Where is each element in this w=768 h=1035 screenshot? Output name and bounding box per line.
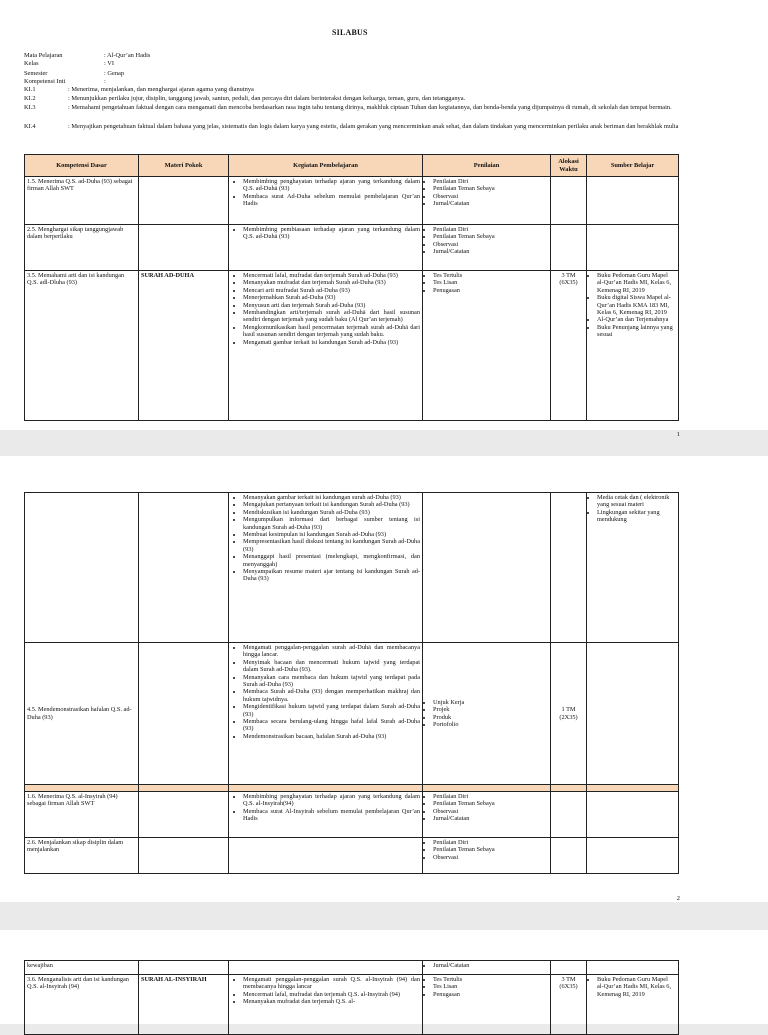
list-item: • Jurnal/Catatan bbox=[433, 200, 548, 207]
kegiatan-cell bbox=[229, 271, 423, 421]
kegiatan-cell bbox=[229, 177, 423, 225]
materi-cell: SURAH AD-DUHA bbox=[139, 271, 229, 421]
sumber-cell bbox=[587, 961, 679, 975]
header-value-semester: : Genap bbox=[104, 70, 125, 77]
penilaian-cell bbox=[423, 225, 551, 271]
table-row bbox=[25, 493, 679, 643]
list-item: • Mengkomunikasikan hasil pencermatan terjemah surah ad-Duhā dari hasil susunan sendiri dengan terjemah yang sudah baku. bbox=[243, 324, 420, 339]
kd-cell: 3.6. Menganalisis arti dan isi kandungan Q.S. al-Insyirah (94) bbox=[25, 975, 139, 1035]
materi-cell bbox=[139, 643, 229, 785]
header-kompetensi-dasar: Kompetensi Dasar bbox=[25, 155, 139, 177]
list-item: • Observasi bbox=[433, 808, 548, 815]
kegiatan-cell bbox=[229, 493, 423, 643]
sumber-cell bbox=[587, 838, 679, 874]
materi-cell bbox=[139, 493, 229, 643]
list-item: • Membaca surat Ad-Duha sebelum memulai pembelajaran Qur’an Hadis bbox=[243, 193, 420, 208]
alokasi-cell bbox=[551, 177, 587, 225]
kd-cell: 1.5. Menerima Q.S. ad-Duha (93) sebagai firman Allah SWT bbox=[25, 177, 139, 225]
list-item: • Menanyakan mufradat dan terjemah Q.S. al- bbox=[243, 998, 420, 1005]
alokasi-cell: 3 TM (6X35) bbox=[551, 271, 587, 421]
list-item: • Membimbing penghayatan terhadap ajaran yang terkandung dalam Q.S. ad-Duhā (93) bbox=[243, 178, 420, 193]
list-item: • Menyusun arti dan terjemah Surah ad-Duha (93) bbox=[243, 302, 420, 309]
kegiatan-cell bbox=[229, 975, 423, 1035]
kd-cell: 4.5. Mendemonstrasikan hafalan Q.S. ad-Duha (93) bbox=[25, 643, 139, 785]
document-page-3 bbox=[0, 930, 768, 1024]
alokasi-cell bbox=[551, 792, 587, 838]
document-page-2 bbox=[0, 456, 768, 902]
alokasi-cell: 3 TM (6X35) bbox=[551, 975, 587, 1035]
kegiatan-cell bbox=[229, 961, 423, 975]
table-separator-row bbox=[25, 785, 679, 792]
list-item: • Membaca surat Al-Insyirah sebelum memulai pembelajaran Qur’an Hadis bbox=[243, 808, 420, 823]
page-number: 1 bbox=[676, 431, 680, 438]
table-row bbox=[25, 975, 679, 1035]
list-item: • Jurnal/Catatan bbox=[433, 815, 548, 822]
materi-cell bbox=[139, 225, 229, 271]
table-row bbox=[25, 225, 679, 271]
document-title: SILABUS bbox=[332, 28, 368, 37]
kegiatan-cell bbox=[229, 792, 423, 838]
header-value-ki: : bbox=[104, 78, 106, 85]
materi-cell bbox=[139, 961, 229, 975]
header-alokasi-waktu: Alokasi Waktu bbox=[551, 155, 587, 177]
list-item: • Menanyakan cara membaca dan hukum tajwid yang terdapat pada Surah ad-Duha (93) bbox=[243, 674, 420, 689]
list-item: • Mengajukan pertanyaan terkait isi kandungan Surah ad-Duha (93) bbox=[243, 501, 420, 508]
list-item: • Penilaian Teman Sebaya bbox=[433, 800, 548, 807]
ki-code: KI.1 bbox=[24, 86, 36, 93]
silabus-table-page-3 bbox=[24, 960, 679, 1035]
ki-text: : Menyajikan pengetahuan faktual dalam bahasa yang jelas, sistematis dan logis dalam karya yang estetis, dalam gerakan yang mencerminkan anak sehat, dan dalam tindakan yang mencerminkan perilaku anak beriman dan berakhlak mulia bbox=[68, 123, 679, 130]
kegiatan-cell bbox=[229, 225, 423, 271]
list-item: • Portofolio bbox=[433, 721, 548, 728]
list-item: • Mendiskusikan isi kandungan Surah ad-Duha (93) bbox=[243, 509, 420, 516]
sumber-cell bbox=[587, 493, 679, 643]
alokasi-cell bbox=[551, 493, 587, 643]
sumber-cell bbox=[587, 271, 679, 421]
list-item: • Observasi bbox=[433, 854, 548, 861]
header-label-ki: Kompetensi Inti bbox=[24, 78, 66, 85]
sumber-cell bbox=[587, 792, 679, 838]
header-value-kelas: : VI bbox=[104, 60, 115, 67]
list-item: • Buku digital Siswa Mapel al-Qur’an Hadis KMA 183 MI, Kelas 6, Kemenag RI, 2019 bbox=[597, 294, 676, 316]
sumber-cell bbox=[587, 177, 679, 225]
list-item: • Penilaian Teman Sebaya bbox=[433, 846, 548, 853]
list-item: • Membuat kesimpulan isi kandungan Surah ad-Duha (93) bbox=[243, 531, 420, 538]
kd-cell: 3.5. Memahami arti dan isi kandungan Q.S. adl-Dluha (93) bbox=[25, 271, 139, 421]
list-item: • Media cetak dan ( elektronik yang sesuai materi bbox=[597, 494, 676, 509]
silabus-table-page-2 bbox=[24, 492, 679, 874]
list-item: • Mengamati gambar terkait isi kandungan Surah ad-Duha (93) bbox=[243, 339, 420, 346]
materi-cell bbox=[139, 792, 229, 838]
ki-code: KI.4 bbox=[24, 123, 36, 130]
sumber-cell bbox=[587, 225, 679, 271]
table-row bbox=[25, 961, 679, 975]
header-kegiatan-pembelajaran: Kegiatan Pembelajaran bbox=[229, 155, 423, 177]
kd-cell: 1.6. Menerima Q.S. al-Insyirah (94) sebagai firman Allah SWT bbox=[25, 792, 139, 838]
penilaian-cell bbox=[423, 975, 551, 1035]
list-item: • Observasi bbox=[433, 241, 548, 248]
materi-cell: SURAH AL-INSYIRAH bbox=[139, 975, 229, 1035]
header-sumber-belajar: Sumber Belajar bbox=[587, 155, 679, 177]
ki-code: KI.2 bbox=[24, 95, 36, 102]
list-item: • Menanyakan mufradat dan terjemah Surah ad-Duha (93) bbox=[243, 279, 420, 286]
ki-row-1 bbox=[0, 86, 768, 94]
kd-cell bbox=[25, 493, 139, 643]
list-item: • Mengamati penggalan-penggalan surah ad-Duhā dan membacanya hingga lancar. bbox=[243, 644, 420, 659]
alokasi-cell bbox=[551, 961, 587, 975]
header-label-kelas: Kelas bbox=[24, 60, 39, 67]
ki-row-3 bbox=[0, 104, 768, 122]
list-item: • Observasi bbox=[433, 193, 548, 200]
list-item: • Penilaian Diri bbox=[433, 178, 548, 185]
list-item: • Mengamati penggalan-penggalan surah Q.S. al-Insyirah (94) dan membacanya hingga lancar bbox=[243, 976, 420, 991]
kegiatan-cell bbox=[229, 643, 423, 785]
list-item: • Penilaian Diri bbox=[433, 839, 548, 846]
kd-cell: kewajiban bbox=[25, 961, 139, 975]
table-row bbox=[25, 643, 679, 785]
list-item: • Menanyakan gambar terkait isi kandungan surah ad-Duha (93) bbox=[243, 494, 420, 501]
list-item: • Menyampaikan resume materi ajar tentang isi kandungan Surah ad-Duha (93) bbox=[243, 568, 420, 583]
kd-cell: 2.6. Menjalankan sikap disiplin dalam menjalankan bbox=[25, 838, 139, 874]
list-item: • Penilaian Diri bbox=[433, 226, 548, 233]
alokasi-cell: 1 TM (2X35) bbox=[551, 643, 587, 785]
list-item: • Produk bbox=[433, 714, 548, 721]
list-item: • Lingkungan sekitar yang mendukung bbox=[597, 509, 676, 524]
kd-cell: 2.5. Menghargai sikap tanggungjawab dalam berperilaku bbox=[25, 225, 139, 271]
penilaian-cell bbox=[423, 643, 551, 785]
sumber-cell bbox=[587, 643, 679, 785]
header-label-semester: Semester bbox=[24, 70, 48, 77]
materi-cell bbox=[139, 177, 229, 225]
header-label-mapel: Mata Pelajaran bbox=[24, 52, 63, 59]
list-item: • Menanggapi hasil presentasi (melengkapi, mengkonfirmasi, dan menyanggah) bbox=[243, 553, 420, 568]
alokasi-cell bbox=[551, 225, 587, 271]
table-row bbox=[25, 271, 679, 421]
penilaian-cell bbox=[423, 177, 551, 225]
list-item: • Buku Pedoman Guru Mapel al-Qur’an Hadis MI, Kelas 6, Kemenag RI, 2019 bbox=[597, 976, 676, 998]
ki-text: : Menerima, menjalankan, dan menghargai ajaran agama yang dianutnya bbox=[68, 86, 254, 93]
list-item: • Membaca secara berulang-ulang hingga hafal lafal Surah ad-Duha (93) bbox=[243, 718, 420, 733]
alokasi-cell bbox=[551, 838, 587, 874]
header-penilaian: Penilaian bbox=[423, 155, 551, 177]
list-item: • Mencermati lafal, mufradat dan terjemah Surah ad-Duha (93) bbox=[243, 272, 420, 279]
list-item: • Membandingkan arti/terjemah surah ad-Duhā dari hasil susunan sendiri dengan terjemah yang sudah baku (Al Qur’an terjemah) bbox=[243, 309, 420, 324]
header-value-mapel: : Al-Qur’an Hadis bbox=[104, 52, 151, 59]
list-item: • Penilaian Teman Sebaya bbox=[433, 233, 548, 240]
kegiatan-cell bbox=[229, 838, 423, 874]
list-item: • Menerjemahkan Surah ad-Duha (93) bbox=[243, 294, 420, 301]
penilaian-cell bbox=[423, 493, 551, 643]
penilaian-cell bbox=[423, 838, 551, 874]
ki-row-2 bbox=[0, 95, 768, 103]
page-number: 2 bbox=[676, 895, 680, 902]
list-item: • Jurnal/Catatan bbox=[433, 962, 548, 969]
table-row bbox=[25, 177, 679, 225]
list-item: • Projek bbox=[433, 706, 548, 713]
list-item: • Mencari arti mufradat Surah ad-Duha (93) bbox=[243, 287, 420, 294]
penilaian-cell bbox=[423, 961, 551, 975]
list-item: • Penugasan bbox=[433, 287, 548, 294]
list-item: • Menyimak bacaan dan mencermati hukum tajwid yang terdapat dalam Surah ad-Duha (93). bbox=[243, 659, 420, 674]
ki-code: KI.3 bbox=[24, 104, 36, 111]
list-item: • Al-Qur’an dan Terjemahnya bbox=[597, 316, 676, 323]
list-item: • Unjuk Kerja bbox=[433, 699, 548, 706]
ki-text: : Menunjukkan perilaku jujur, disiplin, tanggung jawab, santun, peduli, dan percaya diri dalam berinteraksi dengan keluarga, teman, guru, dan tetangganya. bbox=[68, 95, 466, 102]
table-row bbox=[25, 792, 679, 838]
list-item: • Membimbing pembiasaan terhadap ajaran yang terkandung dalam Q.S. ad-Duhā (93) bbox=[243, 226, 420, 241]
table-row bbox=[25, 838, 679, 874]
list-item: • Membaca Surah ad-Duha (93) dengan memperhatikan makhraj dan hukum tajwidnya. bbox=[243, 688, 420, 703]
list-item: • Tes Tertulis bbox=[433, 272, 548, 279]
list-item: • Membimbing penghayatan terhadap ajaran yang terkandung dalam Q.S. al-Insyirah(94) bbox=[243, 793, 420, 808]
list-item: • Buku Penunjang lainnya yang sesuai bbox=[597, 324, 676, 339]
penilaian-cell bbox=[423, 271, 551, 421]
list-item: • Penilaian Diri bbox=[433, 793, 548, 800]
document-page-1 bbox=[0, 0, 768, 438]
list-item: • Tes Tertulis bbox=[433, 976, 548, 983]
penilaian-cell bbox=[423, 792, 551, 838]
list-item: • Mencermati lafal, mufradat dan terjemah Q.S. al-Insyirah (94) bbox=[243, 991, 420, 998]
table-header-row bbox=[25, 155, 679, 177]
list-item: • Mendemonstrasikan bacaan, hafalan Surah ad-Duha (93) bbox=[243, 733, 420, 740]
list-item: • Tes Lisan bbox=[433, 279, 548, 286]
ki-text: : Memahami pengetahuan faktual dengan cara mengamati dan mencoba berdasarkan rasa ingin tahu tentang dirinya, makhluk ciptaan Tuhan dan kegiatannya, dan benda-benda yang dijumpainya di rumah, di sekolah dan tempat bermain. bbox=[68, 104, 672, 111]
list-item: • Jurnal/Catatan bbox=[433, 248, 548, 255]
list-item: • Mengumpulkan informasi dari berbagai sumber tentang isi kandungan Surah ad-Duha (93) bbox=[243, 516, 420, 531]
sumber-cell bbox=[587, 975, 679, 1035]
list-item: • Buku Pedoman Guru Mapel al-Qur’an Hadis MI, Kelas 6, Kemenag RI, 2019 bbox=[597, 272, 676, 294]
header-materi-pokok: Materi Pokok bbox=[139, 155, 229, 177]
list-item: • Penugasan bbox=[433, 991, 548, 998]
list-item: • Tes Lisan bbox=[433, 983, 548, 990]
list-item: • Mempresentasikan hasil diskusi tentang isi kandungan Surah ad-Duha (93) bbox=[243, 538, 420, 553]
silabus-table-page-1 bbox=[24, 154, 679, 421]
ki-row-4 bbox=[0, 123, 768, 141]
materi-cell bbox=[139, 838, 229, 874]
list-item: • Mengidentifikasi hukum tajwid yang terdapat dalam Surah ad-Duha (93) bbox=[243, 703, 420, 718]
list-item: • Penilaian Teman Sebaya bbox=[433, 185, 548, 192]
